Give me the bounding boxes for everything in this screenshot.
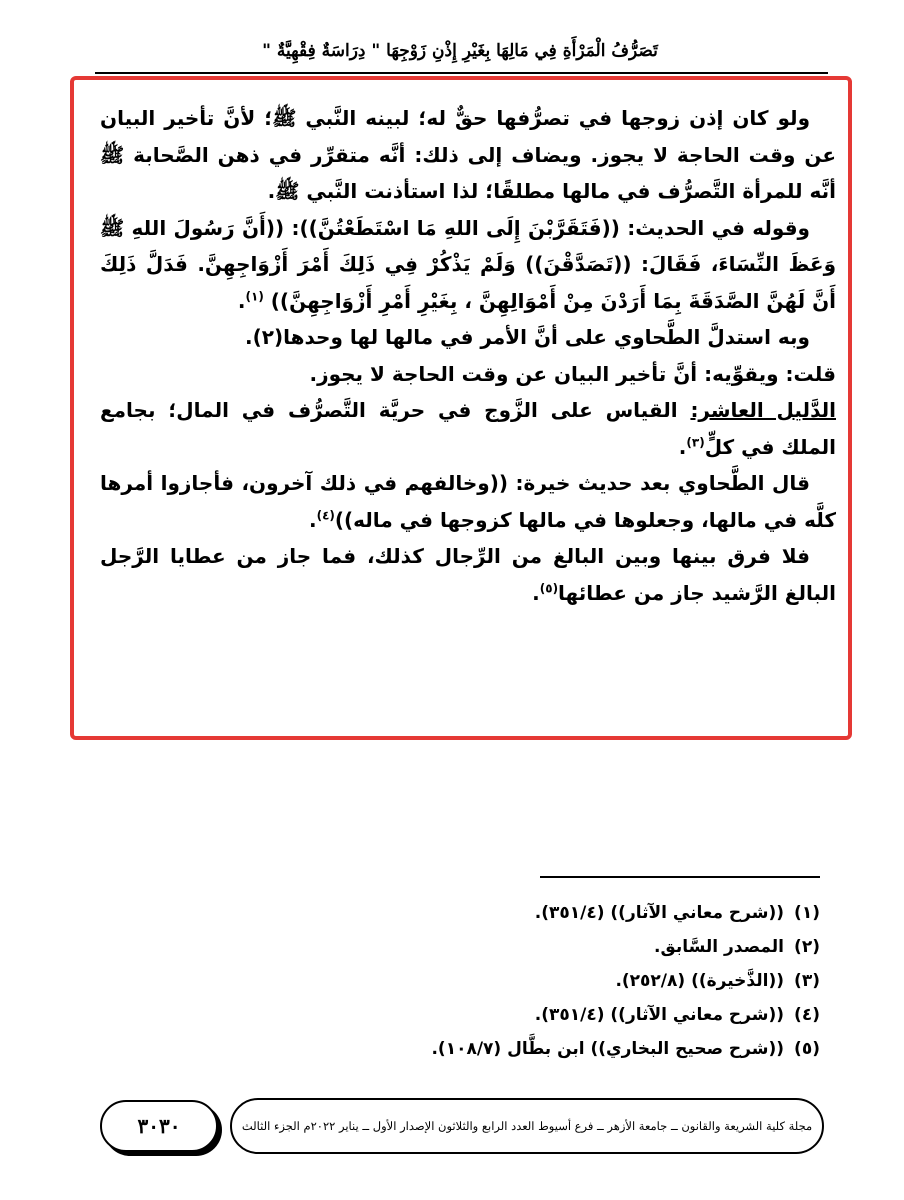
paragraph-2-text: وقوله في الحديث: ((فَتَقَرَّبْنَ إِلَى اللهِ مَا اسْتَطَعْتُنَّ)): ((أَنَّ رَسُولَ اللهِ ﷺ وَعَظَ النِّسَاءَ، فَقَالَ: ((تَصَدَّقْنَ)) وَلَمْ يَذْكُرْ فِي ذَلِكَ أَمْرَ أَزْوَاجِهِنَّ. فَدَلَّ ذَلِكَ أَنَّ لَهُنَّ الصَّدَقَةَ بِمَا أَرَدْنَ مِنْ أَمْوَالِهِنَّ ، بِغَيْرِ أَمْرِ أَزْوَاجِهِنَّ)) [100,215,836,313]
paragraph-5-text: القياس على الزَّوج في حريَّة التَّصرُّف في المال؛ بجامع الملك في كلٍّ [100,398,836,459]
evidence-heading: الدَّليل العاشر: [690,398,836,422]
footnote-text: ((الذَّخيرة)) (٢٥٢/٨). [615,971,784,991]
paragraph-5-end: . [678,434,687,459]
paragraph-1: ولو كان إذن زوجها في تصرُّفها حقٌّ له؛ لبينه النَّبي ﷺ؛ لأنَّ تأخير البيان عن وقت الحاجة لا يجوز. ويضاف إلى ذلك: أنَّه متقرِّر في ذهن الصَّحابة ﷺ أنَّه للمرأة التَّصرُّف في مالها مطلقًا؛ لذا استأذنت النَّبي ﷺ. [100,106,836,203]
footnote-ref-3[interactable]: (٣) [686,434,705,449]
main-body-text [100,100,836,611]
footnote-text: ((شرح معاني الآثار)) (٣٥١/٤). [534,1005,784,1025]
footnote-text: ((شرح صحيح البخاري)) ابن بطَّال (١٠٨/٧). [431,1039,784,1059]
paragraph-4: قلت: ويقوِّيه: أنَّ تأخير البيان عن وقت الحاجة لا يجوز. [309,361,836,386]
footnote-2 [300,930,820,964]
paragraph-6 [100,465,836,538]
paragraph-6-end: . [308,507,317,532]
footnote-ref-5[interactable]: (٥) [539,580,559,595]
paragraph-2 [100,210,836,320]
header-rule [95,72,828,74]
paragraph-2-end: . [237,288,246,313]
footnotes-list [300,896,820,1066]
footnote-3 [300,964,820,998]
footnote-separator [540,876,820,878]
journal-citation: مجلة كلية الشريعة والقانون ــ جامعة الأزهر ــ فرع أسيوط العدد الرابع والثلاثون الإصدار الأول ــ يناير ٢٠٢٢م الجزء الثالث [230,1098,824,1154]
footnote-number: (٥) [794,1039,820,1059]
footnote-number: (٣) [794,971,820,991]
footnote-ref-1[interactable]: (١) [245,288,264,303]
paragraph-7 [100,538,836,611]
footnote-1 [300,896,820,930]
footnote-number: (٢) [794,937,820,957]
paragraph-5 [100,392,836,465]
footnote-4 [300,998,820,1032]
paragraph-7-text: فلا فرق بينها وبين البالغ من الرِّجال كذلك، فما جاز من عطايا الرَّجل البالغ الرَّشيد جاز من عطائها [100,544,836,605]
footnote-ref-4[interactable]: (٤) [316,507,335,522]
page-number: ٣٠٣٠ [100,1100,218,1152]
paragraph-3: وبه استدلَّ الطَّحاوي على أنَّ الأمر في مالها لها وحدها(٢). [245,325,810,349]
footnote-number: (٤) [794,1005,820,1025]
footnote-text: المصدر السَّابق. [654,937,784,957]
footnote-5 [300,1032,820,1066]
footnote-number: (١) [794,903,820,923]
running-header: تَصَرُّفُ الْمَرْأَةِ فِي مَالِهَا بِغَيْرِ إِذْنِ زَوْجِهَا " دِرَاسَةٌ فِقْهِيَّةٌ " [262,41,658,61]
paragraph-6-text: قال الطَّحاوي بعد حديث خيرة: ((وخالفهم في ذلك آخرون، فأجازوا أمرها كلَّه في مالها، وجعلوها في مالها كزوجها في ماله)) [100,471,836,532]
footnote-text: ((شرح معاني الآثار)) (٣٥١/٤). [534,903,784,923]
paragraph-7-end: . [532,580,540,605]
